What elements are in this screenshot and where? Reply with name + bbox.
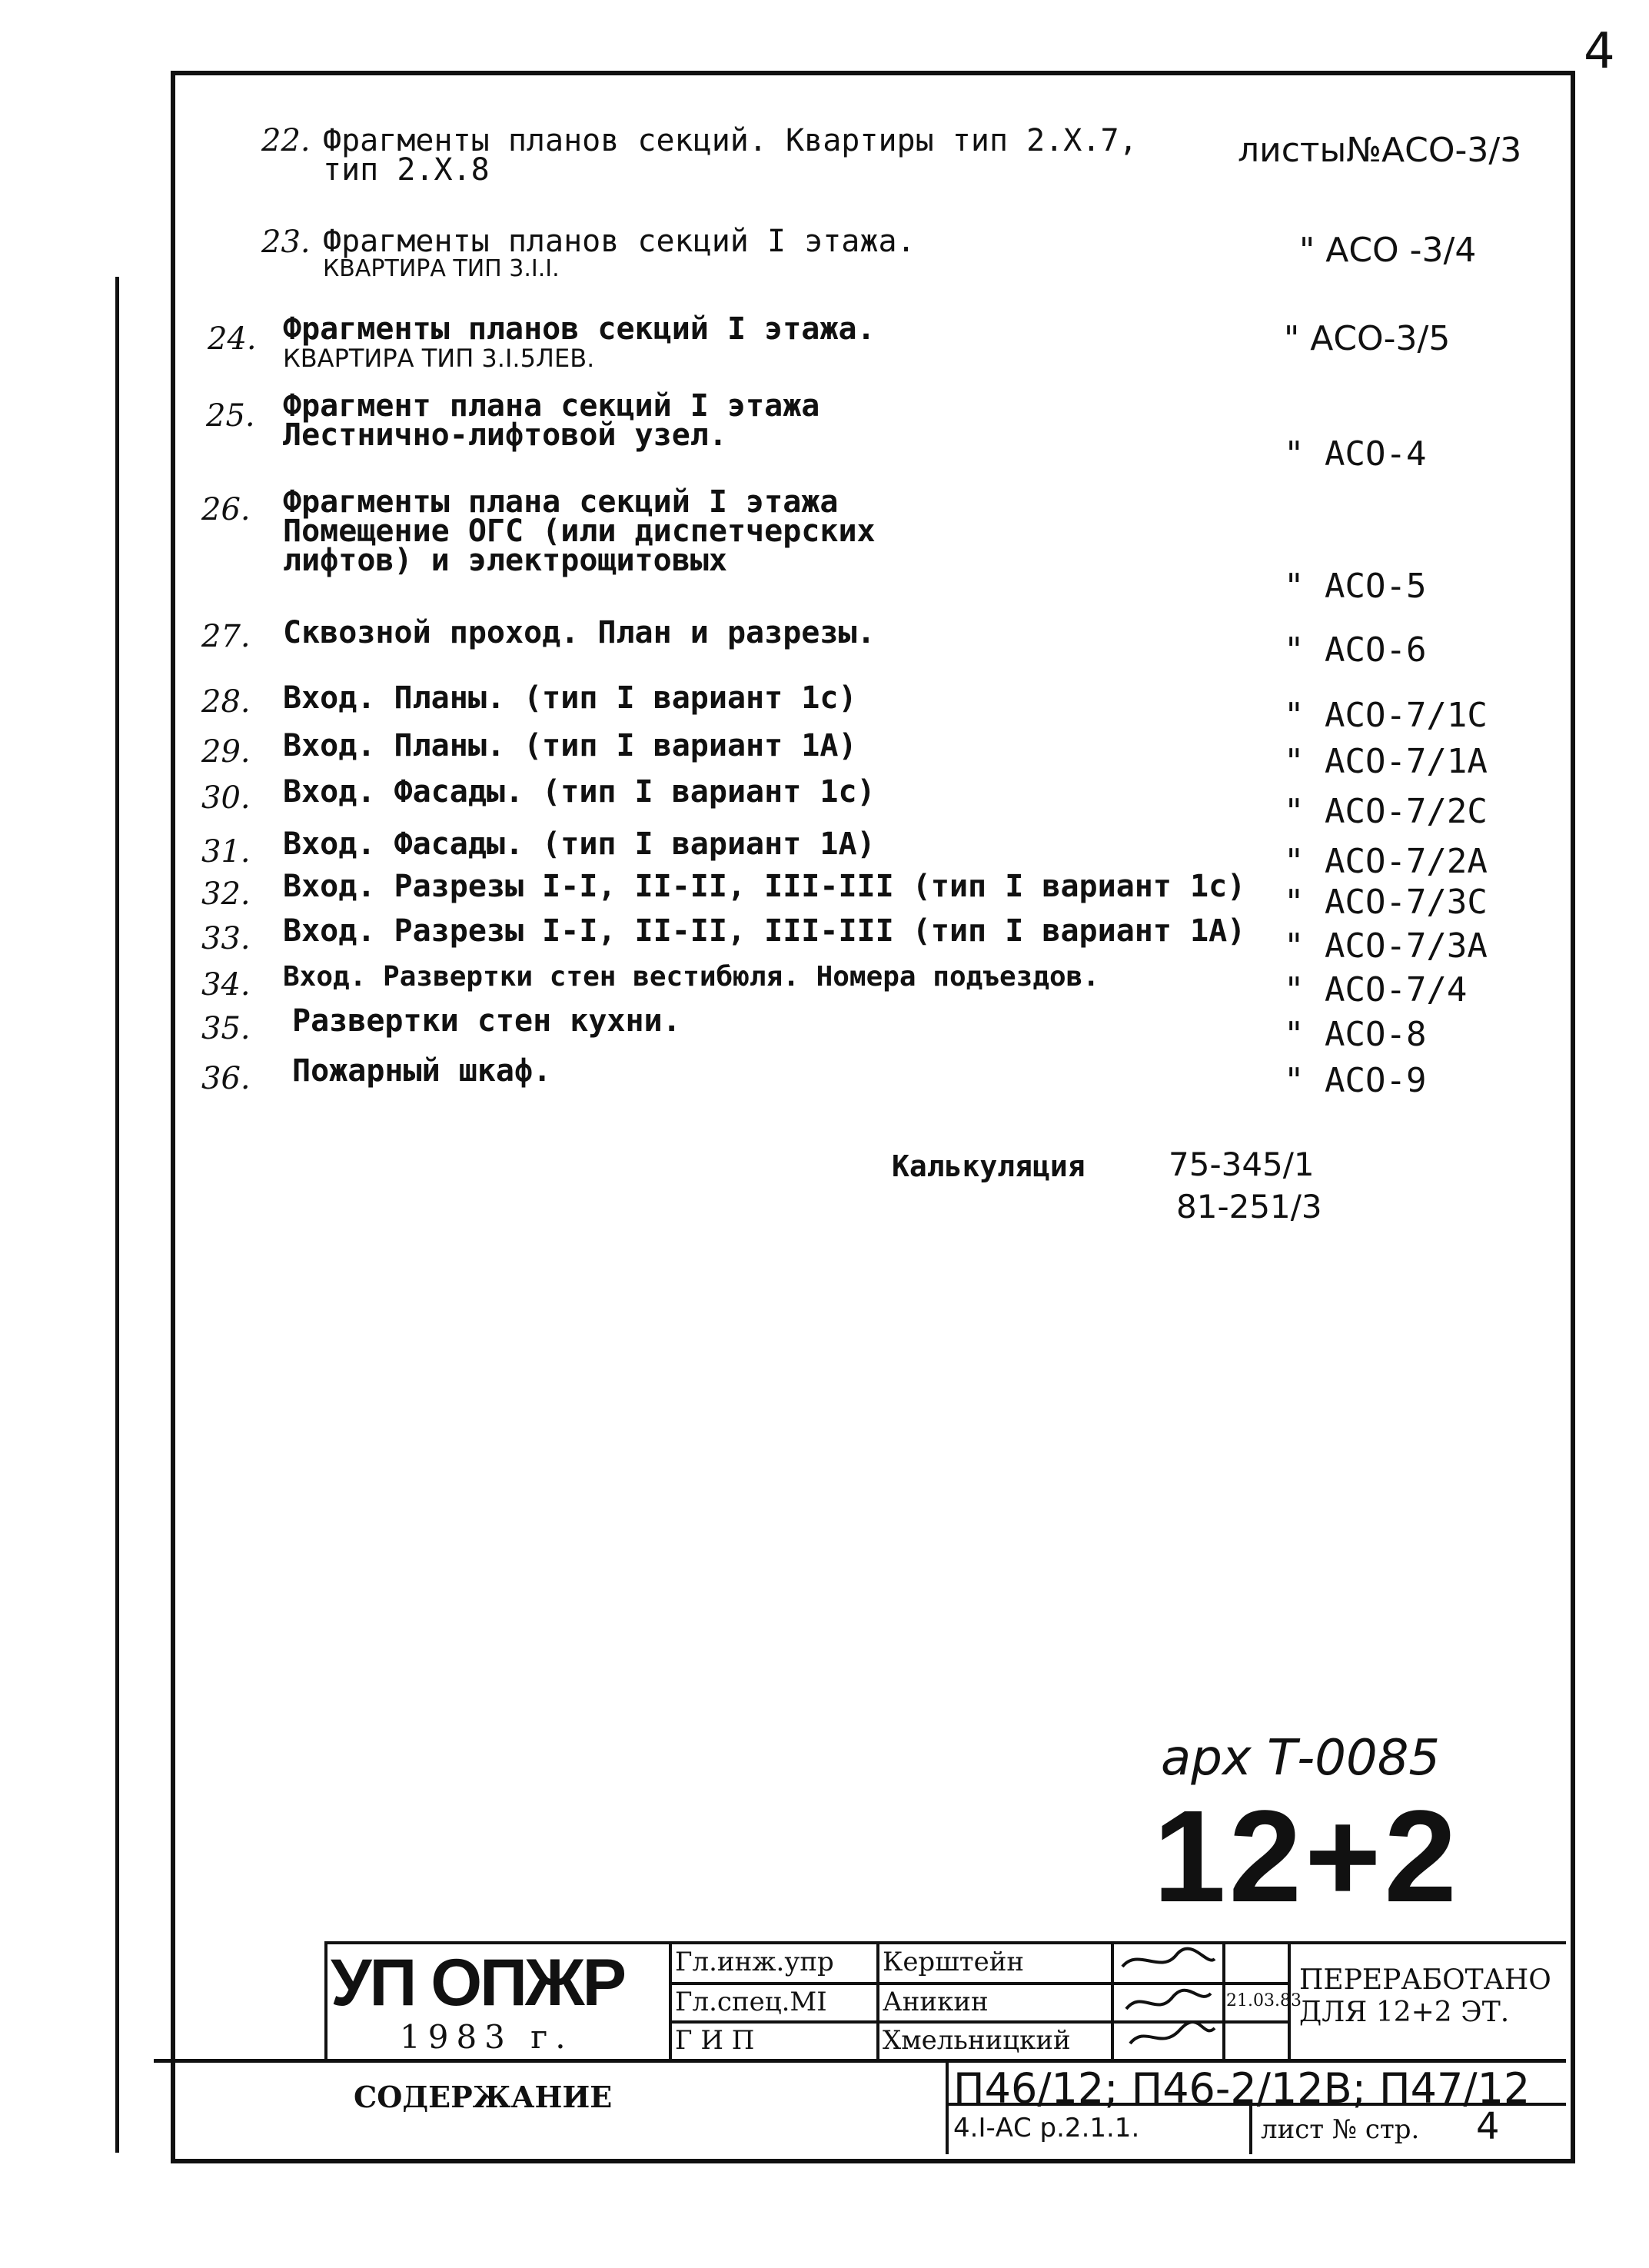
sheet-label: лист № стр. (1261, 2114, 1420, 2145)
entry-title: Фрагменты планов секций I этажа. (283, 311, 876, 347)
archive-note: арх Т-0085 (1161, 1730, 1441, 1787)
entry-title: Развертки стен кухни. (292, 1003, 681, 1039)
entry-number: 34. (201, 967, 251, 1003)
titleblock-col-line (876, 1941, 879, 2060)
entry-title: Фрагменты плана секций I этажа (283, 484, 839, 520)
calculation-value: 81-251/3 (1176, 1188, 1322, 1225)
entry-number: 24. (208, 321, 257, 357)
document-title: СОДЕРЖАНИЕ (354, 2080, 613, 2114)
entry-sheet: " АСО-3/5 (1284, 319, 1451, 358)
calculation-label: Калькуляция (892, 1149, 1085, 1183)
entry-sheet: " АСО-6 (1284, 630, 1427, 670)
entry-number: 25. (206, 398, 255, 434)
titleblock-top-line (324, 1941, 1566, 1944)
sign-date: 21.03.83 (1226, 1991, 1302, 2010)
entry-sheet: " АСО-4 (1284, 434, 1427, 474)
entry-title: Фрагменты планов секций I этажа. (323, 224, 916, 259)
entry-number: 35. (201, 1011, 251, 1046)
titleblock-col-line (946, 2059, 949, 2154)
revision-note: ДЛЯ 12+2 ЭТ. (1299, 1997, 1510, 2028)
entry-number: 26. (201, 492, 251, 527)
entry-title-cont: КВАРТИРА ТИП 3.I.I. (323, 255, 560, 282)
entry-sheet: " АСО-5 (1284, 567, 1427, 606)
name-khmelnitsky: Хмельницкий (883, 2025, 1071, 2056)
entry-number: 36. (201, 1061, 251, 1096)
entry-number: 32. (201, 876, 251, 912)
entry-number: 22. (261, 123, 311, 158)
entry-sheet: " АСО-9 (1284, 1061, 1427, 1100)
titleblock-col-line (324, 1941, 327, 2060)
entry-title: Вход. Разрезы I-I, II-II, III-III (тип I вариант 1с) (283, 869, 1246, 904)
entry-sheet: " АСО-7/2А (1284, 842, 1488, 881)
entry-sheet: " АСО -3/4 (1299, 231, 1477, 270)
page-number: 4 (1584, 23, 1615, 80)
entry-title: Пожарный шкаф. (292, 1053, 552, 1089)
entry-title: Вход. Развертки стен вестибюля. Номера подъездов. (283, 961, 1100, 993)
sheet-number: 4 (1476, 2105, 1500, 2148)
titleblock-col-line (669, 1941, 672, 2060)
name-anikin: Аникин (883, 1987, 989, 2017)
entry-title-cont: лифтов) и электрощитовых (283, 543, 727, 578)
titleblock-col-line (1111, 1941, 1114, 2060)
entry-sheet: " АСО-7/3С (1284, 883, 1488, 922)
entry-number: 27. (201, 619, 251, 654)
role-chief-specialist: Гл.спец.МI (675, 1987, 827, 2017)
section-code: 4.I-АС р.2.1.1. (953, 2113, 1140, 2143)
entry-sheet: " АСО-7/1А (1284, 742, 1488, 781)
entry-title: Вход. Планы. (тип I вариант 1с) (283, 680, 857, 716)
name-kershtein: Керштейн (883, 1947, 1025, 1977)
entry-number: 31. (201, 834, 251, 870)
entry-sheet: " АСО-7/2С (1284, 792, 1488, 831)
entry-number: 23. (261, 224, 311, 260)
signature-marks (1115, 1944, 1222, 2059)
entry-sheet: " АСО-8 (1284, 1015, 1427, 1054)
entry-title-cont: тип 2.X.8 (323, 152, 490, 188)
entry-title: Фрагмент плана секций I этажа (283, 388, 820, 424)
revision-note: ПЕРЕРАБОТАНО (1299, 1964, 1551, 1996)
role-gip: Г И П (675, 2025, 755, 2056)
org-name: УП ОПЖР (331, 1946, 624, 2020)
series-stamp: 12+2 (1153, 1784, 1460, 1930)
entry-title: Вход. Планы. (тип I вариант 1А) (283, 728, 857, 763)
entry-title: Вход. Фасады. (тип I вариант 1А) (283, 826, 876, 862)
binding-line (115, 277, 119, 2153)
entry-title-cont: Лестнично-лифтовой узел. (283, 417, 727, 453)
entry-sheet: листы№АСО-3/3 (1238, 131, 1522, 170)
org-year: 1983 г. (400, 2018, 573, 2056)
entry-title: Вход. Фасады. (тип I вариант 1с) (283, 774, 876, 810)
entry-number: 28. (201, 684, 251, 720)
entry-title-cont: Помещение ОГС (или диспетчерских (283, 514, 876, 549)
project-code: П46/12; П46-2/12В; П47/12 (953, 2064, 1531, 2113)
entry-sheet: " АСО-7/4 (1284, 970, 1468, 1009)
calculation-value: 75-345/1 (1169, 1146, 1315, 1183)
entry-title: Вход. Разрезы I-I, II-II, III-III (тип I вариант 1А) (283, 913, 1246, 949)
entry-sheet: " АСО-7/3А (1284, 926, 1488, 966)
titleblock-mid-line (154, 2059, 1566, 2063)
entry-sheet: " АСО-7/1С (1284, 696, 1488, 735)
entry-number: 30. (201, 780, 251, 816)
entry-title: Фрагменты планов секций. Квартиры тип 2.X.7, (323, 123, 1138, 158)
role-chief-engineer: Гл.инж.упр (675, 1947, 834, 1977)
entry-title: Сквозной проход. План и разрезы. (283, 615, 876, 650)
entry-number: 29. (201, 734, 251, 770)
entry-title-cont: КВАРТИРА ТИП 3.I.5ЛЕВ. (283, 344, 595, 373)
titleblock-col-line (1222, 1941, 1225, 2060)
entry-number: 33. (201, 921, 251, 956)
